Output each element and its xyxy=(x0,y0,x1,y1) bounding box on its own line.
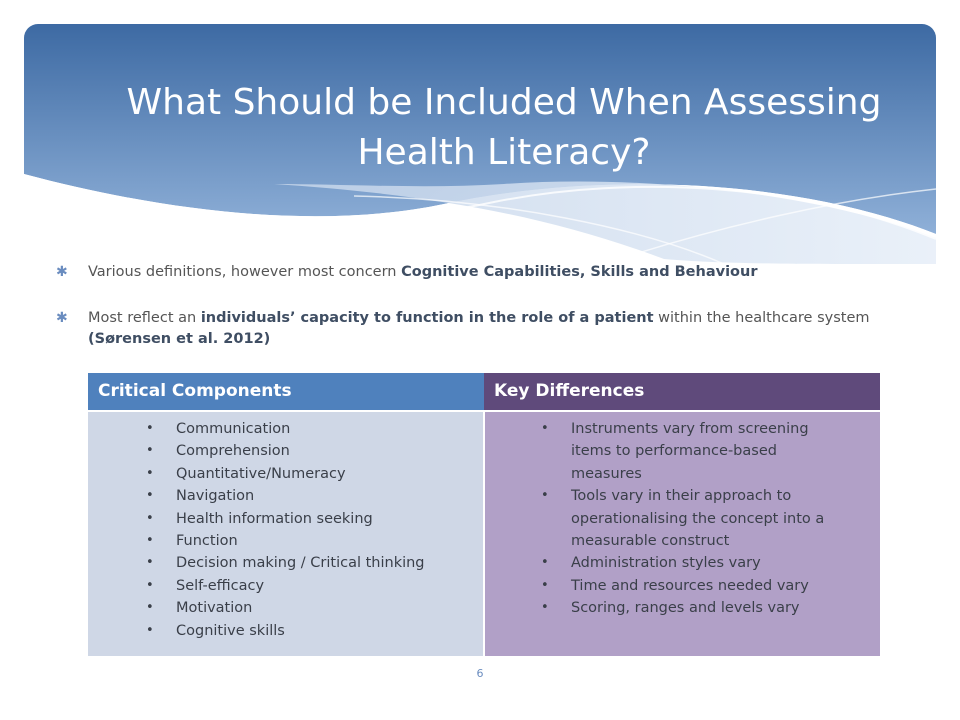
bullet-emphasis-1: Cognitive Capabilities, Skills and Behaviour xyxy=(401,264,758,280)
list-item xyxy=(485,552,880,574)
list-item-text: Administration styles vary xyxy=(571,555,761,572)
bullet-marker-icon: ✱ xyxy=(56,310,68,326)
slide-title: What Should be Included When Assessing Health Literacy? xyxy=(126,82,882,173)
key-differences-list xyxy=(485,418,880,620)
list-item-text: Decision making / Critical thinking xyxy=(176,555,425,572)
bullet-dot-icon: • xyxy=(541,488,549,504)
list-item-text: Comprehension xyxy=(176,443,290,460)
key-differences-cell xyxy=(485,412,880,656)
list-item xyxy=(88,575,483,597)
bullet-dot-icon: • xyxy=(541,421,549,436)
list-item xyxy=(485,575,880,597)
bullet-emphasis-2a: individuals’ capacity to function in the role of a patient xyxy=(200,310,654,326)
list-item xyxy=(88,485,483,507)
list-item-text: Quantitative/Numeracy xyxy=(176,465,346,482)
critical-components-cell xyxy=(88,412,483,656)
list-item xyxy=(88,597,483,619)
list-item-text: Function xyxy=(176,533,238,550)
bullet-dot-icon: • xyxy=(146,600,154,616)
critical-components-list xyxy=(88,418,483,642)
header-key-differences: Key Differences xyxy=(484,373,880,410)
list-item xyxy=(88,508,483,530)
bullet-dot-icon: • xyxy=(146,421,154,436)
bullet-text-2b: within the healthcare system xyxy=(653,310,870,326)
list-item-text: Tools vary in their approach to operationalising the concept into a measurable construct xyxy=(571,488,825,550)
list-item-text: Scoring, ranges and levels vary xyxy=(571,600,800,617)
bullet-dot-icon: • xyxy=(146,622,154,638)
bullet-dot-icon: • xyxy=(541,577,549,593)
list-item xyxy=(485,597,880,619)
bullet-dot-icon: • xyxy=(541,600,549,616)
list-item-text: Communication xyxy=(176,421,291,437)
list-item-text: Time and resources needed vary xyxy=(571,577,809,594)
bullet-dot-icon: • xyxy=(146,510,154,526)
bullet-dot-icon: • xyxy=(146,577,154,593)
bullet-dot-icon: • xyxy=(146,488,154,504)
bullet-item xyxy=(56,308,916,350)
list-item xyxy=(88,418,483,440)
bullet-dot-icon: • xyxy=(146,555,154,571)
header-critical-components: Critical Components xyxy=(88,373,484,410)
comparison-table xyxy=(88,373,880,656)
list-item-text: Instruments vary from screening items to performance-based measures xyxy=(571,421,809,482)
bullet-item xyxy=(56,262,916,283)
bullet-marker-icon: ✱ xyxy=(56,264,68,280)
bullet-dot-icon: • xyxy=(541,555,549,571)
list-item-text: Health information seeking xyxy=(176,510,373,527)
list-item-text: Motivation xyxy=(176,600,253,617)
list-item xyxy=(485,485,880,552)
list-item-text: Cognitive skills xyxy=(176,622,285,639)
list-item-text: Self-efficacy xyxy=(176,577,265,594)
bullet-dot-icon: • xyxy=(146,443,154,459)
bullet-list xyxy=(56,262,916,375)
bullet-text-2a: Most reflect an xyxy=(88,310,201,326)
list-item xyxy=(88,440,483,462)
page-number: 6 xyxy=(476,667,484,680)
list-item xyxy=(88,463,483,485)
list-item xyxy=(88,552,483,574)
list-item xyxy=(88,620,483,642)
list-item-text: Navigation xyxy=(176,488,255,505)
bullet-text-1: Various definitions, however most concern xyxy=(88,264,402,280)
bullet-dot-icon: • xyxy=(146,533,154,549)
title-banner xyxy=(24,24,936,264)
list-item xyxy=(88,530,483,552)
list-item xyxy=(485,418,880,485)
bullet-dot-icon: • xyxy=(146,465,154,481)
bullet-citation: (Sørensen et al. 2012) xyxy=(88,331,271,347)
